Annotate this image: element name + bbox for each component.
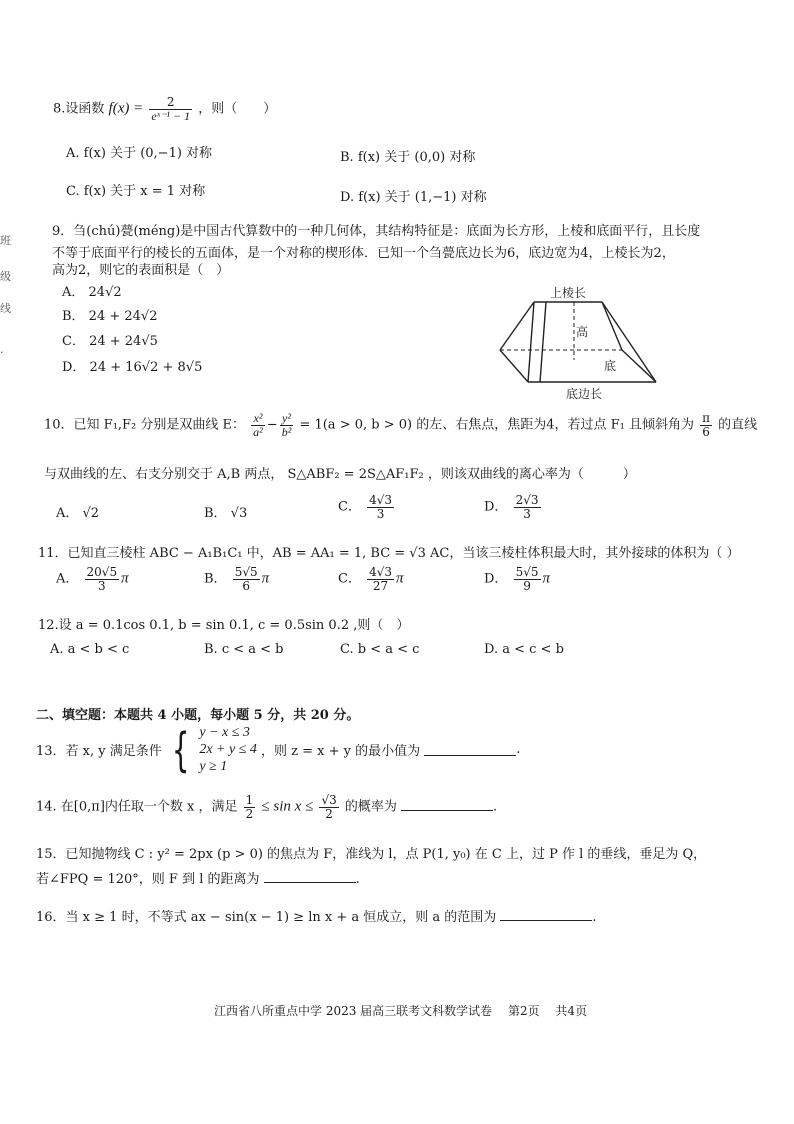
question-9-line-1: 9．刍(chú)甍(méng)是中国古代算数中的一种几何体，其结构特征是：底面为长方形，上棱和底面平行，且长度	[52, 224, 701, 239]
q10-option-c[interactable]: C． $\frac{4√3}{3}$	[338, 493, 393, 521]
fig-label-base: 底	[604, 359, 617, 373]
q11-option-b[interactable]: B． $\frac{5√5}{6}$ π	[204, 565, 270, 593]
question-16: 16．当 x ≥ 1 时，不等式 ax − sin(x − 1) ≥ ln x + a 恒成立，则 a 的范围为 .	[36, 910, 597, 925]
question-10-line-2: 与双曲线的左、右支分别交于 A,B 两点， S△ABF₂ = 2S△AF₁F₂ ，则该双曲线的离心率为（ ）	[44, 467, 636, 482]
question-9-line-3: 高为2，则它的表面积是（ ）	[52, 263, 230, 278]
q14-answer-blank[interactable]	[401, 798, 493, 811]
margin-mark: 线	[0, 302, 11, 315]
q8-option-a[interactable]: A. f(x) 关于 (0,−1) 对称	[66, 146, 213, 161]
q8-fraction: $\frac{2}{\text{eˣ⁻¹ − 1}}$	[151, 95, 191, 123]
q12-option-d[interactable]: D. a < c < b	[484, 642, 564, 657]
margin-mark: ·	[0, 346, 4, 359]
q10-option-a[interactable]: A． √2	[56, 506, 100, 521]
fig-label-top-edge: 上棱长	[550, 286, 587, 300]
q12-option-b[interactable]: B. c < a < b	[204, 642, 284, 657]
fig-label-height: 高	[576, 325, 589, 339]
question-8-stem: 8.设函数 f(x) = $\frac{2}{\text{eˣ⁻¹ − 1}}$ ，则（ ）	[53, 95, 277, 123]
question-10-line-1: 10．已知 F₁,F₂ 分别是双曲线 E： $\frac{\text{x²}}{\text{a²}}$ − $\frac{\text{y²}}{\text{b²}}$ = 1(a > 0, b > 0) 的左、右焦点，焦距为4，若过点 F₁ 且倾斜角为 $\frac{\pi}{6}$ 的直线	[44, 411, 758, 439]
question-12-line-1: 12.设 a = 0.1cos 0.1, b = sin 0.1, c = 0.5sin 0.2 ,则（ ）	[38, 618, 410, 633]
q12-option-a[interactable]: A. a < b < c	[50, 642, 130, 657]
q11-option-c[interactable]: C． $\frac{4√3}{27}$ π	[338, 565, 404, 593]
chu-meng-diagram	[490, 282, 670, 402]
q8-option-b[interactable]: B. f(x) 关于 (0,0) 对称	[340, 150, 476, 165]
q15-answer-blank[interactable]	[264, 870, 356, 883]
section-2-heading: 二、填空题：本题共 4 小题，每小题 5 分，共 20 分。	[36, 708, 360, 723]
q13-answer-blank[interactable]	[424, 743, 516, 756]
q11-option-a[interactable]: A． $\frac{20√5}{3}$ π	[56, 565, 129, 593]
question-15-line-1: 15．已知抛物线 C : y² = 2px (p > 0) 的焦点为 F，准线为 l，点 P(1, y₀) 在 C 上，过 P 作 l 的垂线，垂足为 Q，	[36, 847, 707, 862]
q10-option-b[interactable]: B． √3	[204, 506, 248, 521]
q9-option-b[interactable]: B． 24 + 24√2	[62, 309, 158, 324]
margin-mark: 班	[0, 234, 11, 247]
q9-option-c[interactable]: C． 24 + 24√5	[62, 334, 158, 349]
question-9-line-2: 不等于底面平行的棱长的五面体，是一个对称的楔形体．已知一个刍甍底边长为6，底边宽为4，上棱长为2，	[52, 246, 675, 261]
q13-constraints: y − x ≤ 3 2x + y ≤ 4 y ≥ 1	[199, 725, 257, 774]
question-11-line-1: 11．已知直三棱柱 ABC − A₁B₁C₁ 中，AB = AA₁ = 1, BC = √3 AC，当该三棱柱体积最大时，其外接球的体积为（ ）	[38, 546, 740, 561]
q12-option-c[interactable]: C. b < a < c	[340, 642, 420, 657]
q13-brace: {	[171, 722, 190, 777]
q9-option-a[interactable]: A． 24√2	[62, 285, 122, 300]
fig-label-base-length: 底边长	[566, 387, 603, 401]
margin-mark: 级	[0, 270, 11, 283]
q11-option-d[interactable]: D． $\frac{5√5}{9}$ π	[484, 565, 551, 593]
q8-option-d[interactable]: D. f(x) 关于 (1,−1) 对称	[340, 190, 487, 205]
question-14: 14. 在[0,π]内任取一个数 x ，满足 $\frac{1}{2}$ ≤ sin x ≤ $\frac{√3}{2}$ 的概率为 .	[36, 793, 498, 821]
page-footer: 江西省八所重点中学 2023 届高三联考文科数学试卷 第2页 共4页	[214, 1004, 588, 1018]
question-15-line-2: 若∠FPQ = 120°，则 F 到 l 的距离为 .	[36, 872, 360, 887]
q9-option-d[interactable]: D． 24 + 16√2 + 8√5	[62, 360, 203, 375]
question-13: 13．若 x, y 满足条件 { y − x ≤ 3 2x + y ≤ 4 y ≥ 1 ，则 z = x + y 的最小值为 .	[36, 722, 521, 777]
q10-option-d[interactable]: D． $\frac{2√3}{3}$	[484, 493, 539, 521]
q16-answer-blank[interactable]	[500, 908, 592, 921]
q8-option-c[interactable]: C. f(x) 关于 x = 1 对称	[66, 184, 206, 199]
